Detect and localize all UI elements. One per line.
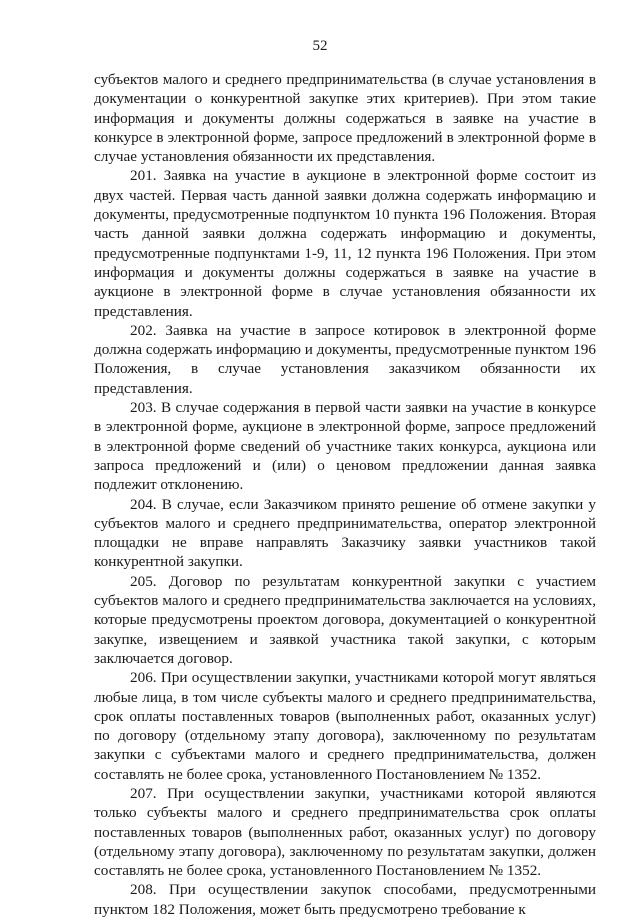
paragraph-208: 208. При осуществлении закупок способами, предусмотренными пунктом 182 Положения, может быть предусмотрено требование к [94, 881, 596, 918]
paragraph-204: 204. В случае, если Заказчиком принято решение об отмене закупки у субъектов малого и среднего предпринимательства, оператор электронной площадки не вправе направлять Заказчику заявки участников такой конкурентной закупки. [94, 495, 596, 571]
paragraph-202: 202. Заявка на участие в запросе котировок в электронной форме должна содержать информацию и документы, предусмотренные пунктом 196 Положения, в случае установления заказчиком обязанности их представления. [94, 321, 596, 397]
paragraph-207: 207. При осуществлении закупки, участниками которой являются только субъекты малого и среднего предпринимательства срок оплаты поставленных товаров (выполненных работ, оказанных услуг) по договору (отдельному этапу договора), заключенному по результатам закупки, должен составлять не более срока, установленного Постановлением № 1352. [94, 784, 596, 880]
paragraph-203: 203. В случае содержания в первой части заявки на участие в конкурсе в электронной форме, аукционе в электронной форме, запросе предложений в электронной форме сведений об участнике таких конкурса, аукциона или запроса предложений и (или) о ценовом предложении данная заявка подлежит отклонению. [94, 399, 596, 494]
document-body [94, 70, 596, 919]
paragraph-205: 205. Договор по результатам конкурентной закупки с участием субъектов малого и среднего предпринимательства заключается на условиях, которые предусмотрены проектом договора, документацией о конкурентной закупке, извещением и заявкой участника такой закупки, с которым заключается договор. [94, 572, 596, 667]
page-number: 52 [312, 38, 328, 54]
paragraph-201: 201. Заявка на участие в аукционе в электронной форме состоит из двух частей. Первая часть данной заявки должна содержать информацию и документы, предусмотренные подпунктом 10 пункта 196 Положения. Вторая часть данной заявки должна содержать информацию и документы, предусмотренные подпунктами 1-9, 11, 12 пункта 196 Положения. При этом информация и документы должны содержаться в заявке на участие в аукционе в электронной форме в случае установления обязанности их представления. [94, 167, 596, 320]
paragraph-206: 206. При осуществлении закупки, участниками которой могут являться любые лица, в том числе субъекты малого и среднего предпринимательства, срок оплаты поставленных товаров (выполненных работ, оказанных услуг) по договору (отдельному этапу договора), заключенному по результатам закупки с субъектами малого и среднего предпринимательства, должен составлять не более срока, установленного Постановлением № 1352. [94, 669, 596, 783]
paragraph-continuation: субъектов малого и среднего предпринимательства (в случае установления в документации о конкурентной закупке этих критериев). При этом такие информация и документы должны содержаться в заявке на участие в конкурсе в электронной форме, запросе предложений в электронной форме в случае установления обязанности их представления. [94, 71, 596, 166]
